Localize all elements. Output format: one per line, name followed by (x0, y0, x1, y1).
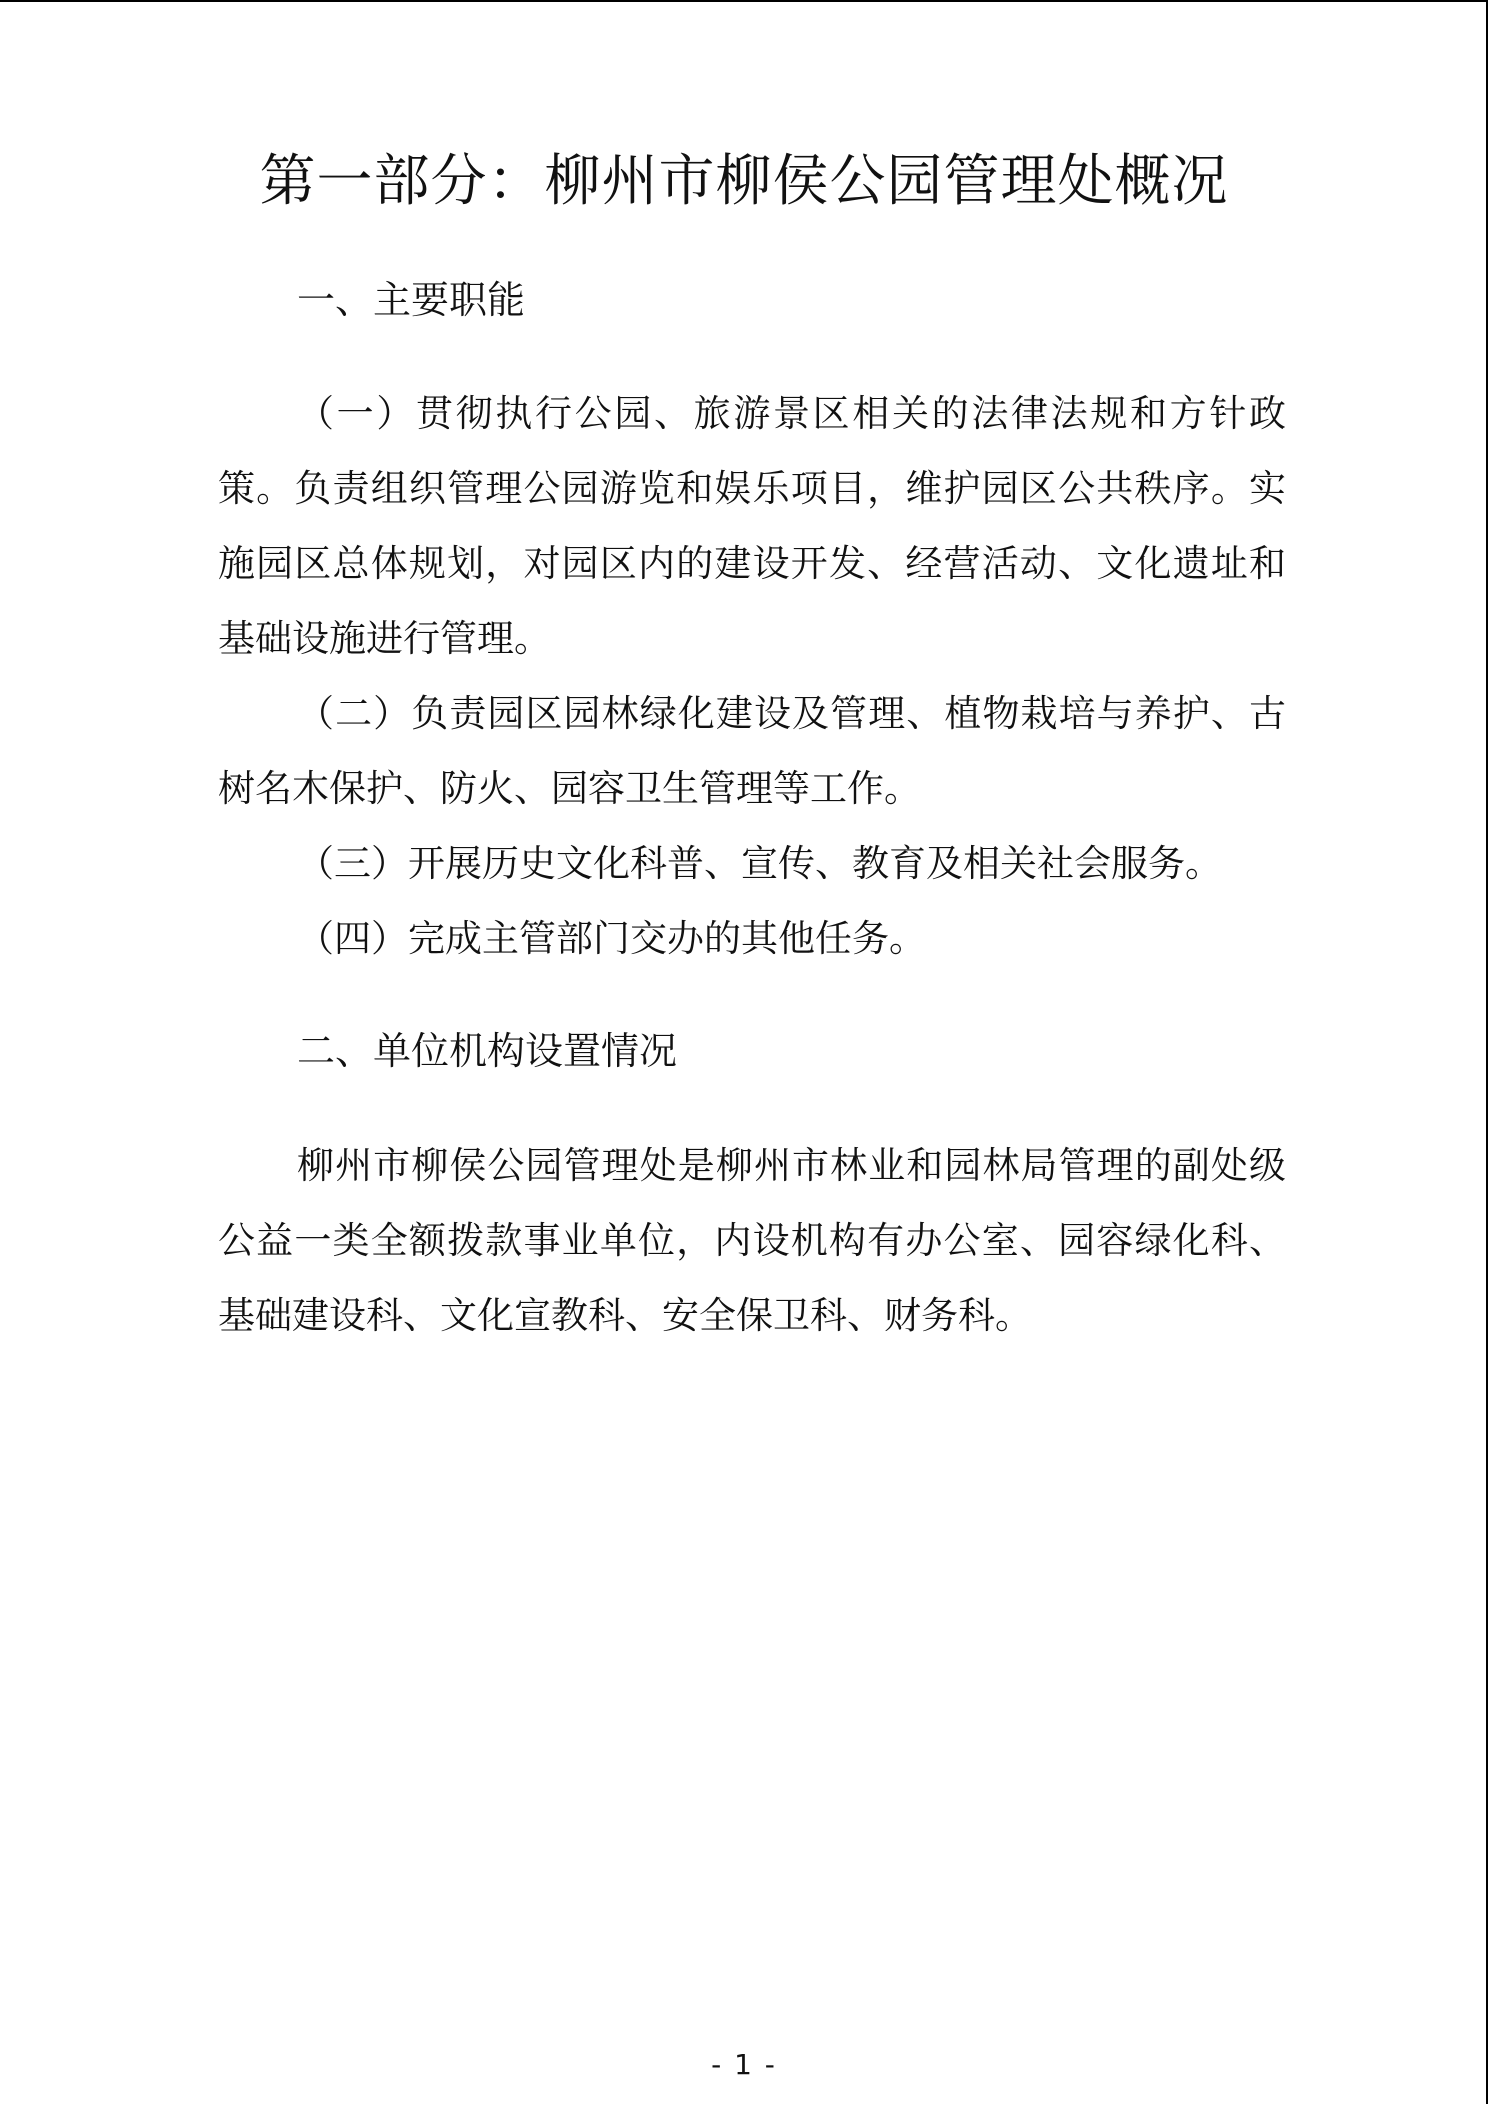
section-heading-organization: 二、单位机构设置情况 (297, 1029, 678, 1073)
paragraph-function-2: （二）负责园区园林绿化建设及管理、植物栽培与养护、古树名木保护、防火、园容卫生管理等工作。 (218, 692, 1286, 810)
paragraph-organization: 柳州市柳侯公园管理处是柳州市林业和园林局管理的副处级公益一类全额拨款事业单位，内设机构有办公室、园容绿化科、基础建设科、文化宣教科、安全保卫科、财务科。 (218, 1144, 1286, 1337)
page-number: - 1 - (711, 2048, 777, 2081)
paragraph-function-4: （四）完成主管部门交办的其他任务。 (297, 917, 926, 960)
paragraph-function-1: （一）贯彻执行公园、旅游景区相关的法律法规和方针政策。负责组织管理公园游览和娱乐项目，维护园区公共秩序。实施园区总体规划，对园区内的建设开发、经营活动、文化遗址和基础设施进行管理。 (218, 392, 1286, 660)
page-title: 第一部分：柳州市柳侯公园管理处概况 (259, 149, 1229, 214)
section-heading-main-functions: 一、主要职能 (297, 278, 526, 322)
paragraph-function-3: （三）开展历史文化科普、宣传、教育及相关社会服务。 (297, 842, 1222, 885)
